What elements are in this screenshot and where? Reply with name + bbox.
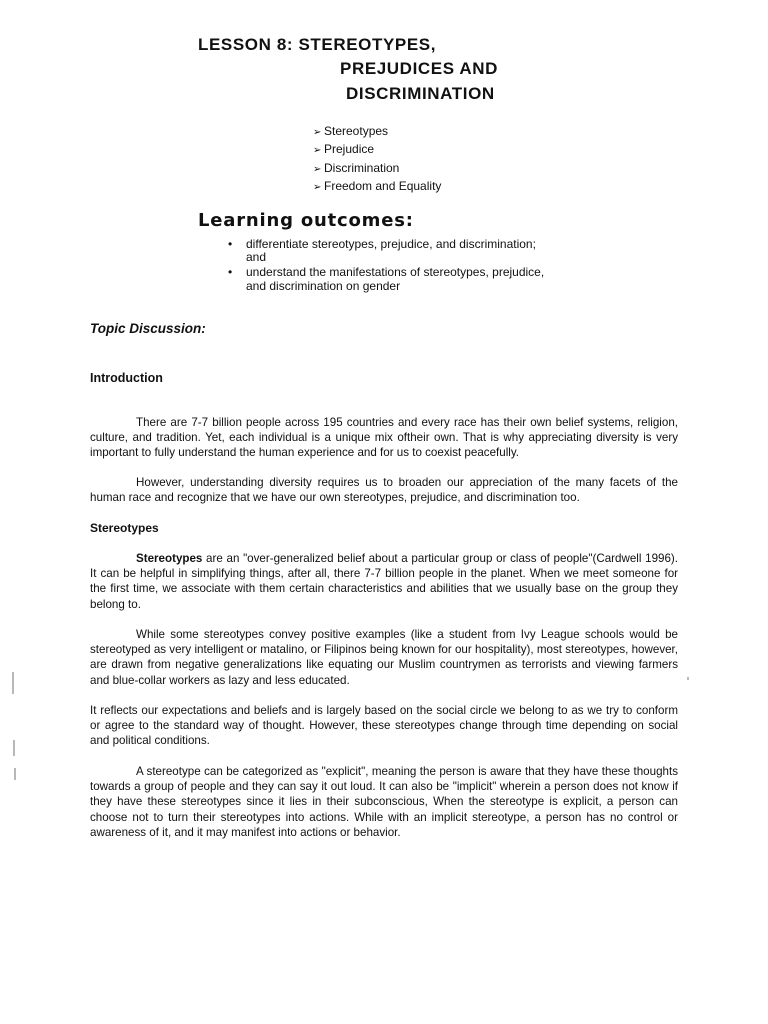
stereotypes-definition-text: are an "over-generalized belief about a particular group or class of people"(Cardwell 1996). It can be helpful in simplifying things, after all, there 7-7 billion people in the planet. When we meet someone for the first time, we associate with them certain characteristics and abilities that we usually base on the group they belong to. bbox=[90, 552, 678, 611]
scan-mark bbox=[13, 740, 15, 756]
stereotypes-definition-paragraph bbox=[90, 551, 678, 612]
arrow-bullet-icon: ➢ bbox=[313, 163, 322, 175]
introduction-paragraph: There are 7-7 billion people across 195 countries and every race has their own belief systems, religion, culture, and tradition. Yet, each individual is a unique mix oftheir own. That is why appreciating diversity is very important to fully understand the human experience and for us to coexist peacefully. bbox=[90, 416, 678, 460]
topic-discussion-heading: Topic Discussion: bbox=[90, 321, 206, 336]
topic-item bbox=[313, 160, 441, 178]
topic-list bbox=[313, 123, 441, 196]
topic-item bbox=[313, 123, 441, 141]
bullet-icon: • bbox=[228, 237, 233, 251]
outcome-item bbox=[228, 238, 548, 264]
topic-item bbox=[313, 141, 441, 159]
stereotypes-paragraph: While some stereotypes convey positive examples (like a student from Ivy League schools would be stereotyped as very intelligent or matalino, or Filipinos being known for our hospitality), most stereotypes, however, are drawn from negative generalizations like equating our Muslim countrymen as terrorists and viewing farmers and blue-collar workers as lazy and less educated. bbox=[90, 628, 678, 687]
stereotypes-term: Stereotypes bbox=[136, 552, 203, 565]
stereotypes-heading: Stereotypes bbox=[90, 521, 159, 535]
introduction-heading: Introduction bbox=[90, 371, 163, 385]
topic-label: Freedom and Equality bbox=[324, 178, 442, 193]
introduction-paragraph: However, understanding diversity requires us to broaden our appreciation of the many facets of the human race and recognize that we have our own stereotypes, prejudice, and discrimination too. bbox=[90, 476, 678, 505]
topic-label: Stereotypes bbox=[324, 124, 389, 138]
stereotypes-paragraph: A stereotype can be categorized as "explicit", meaning the person is aware that they have these thoughts towards a group of people and they can say it out loud. It can also be "implicit" wherein a person does not know if they have these stereotypes since it lies in their subconscious, When the stereotype is explicit, a person can choose not to turn their stereotypes into actions. While with an implicit stereotype, a person has no control or awareness of it, and it may manifest into actions or behavior. bbox=[90, 765, 678, 839]
arrow-bullet-icon: ➢ bbox=[313, 181, 322, 193]
outcome-item bbox=[228, 266, 548, 292]
scan-mark bbox=[12, 672, 14, 694]
topic-item bbox=[313, 178, 441, 196]
outcome-text: differentiate stereotypes, prejudice, and discrimination; and bbox=[246, 237, 536, 265]
topic-label: Prejudice bbox=[324, 142, 375, 157]
arrow-bullet-icon: ➢ bbox=[313, 145, 322, 157]
outcome-text: understand the manifestations of stereotypes, prejudice, and discrimination on gender bbox=[246, 265, 545, 293]
scan-mark bbox=[687, 677, 689, 680]
arrow-bullet-icon: ➢ bbox=[313, 127, 322, 138]
lesson-title-line-1: LESSON 8: STEREOTYPES, bbox=[198, 35, 437, 54]
scan-mark bbox=[14, 768, 16, 780]
learning-outcomes-list bbox=[228, 238, 548, 295]
stereotypes-paragraph: It reflects our expectations and beliefs and is largely based on the social circle we belong to as we try to conform or agree to the standard way of thought. However, these stereotypes change through time depending on social and political conditions. bbox=[90, 704, 678, 748]
bullet-icon: • bbox=[228, 265, 233, 280]
lesson-title-line-2: PREJUDICES AND bbox=[340, 59, 498, 78]
topic-label: Discrimination bbox=[324, 160, 400, 175]
learning-outcomes-heading: Learning outcomes: bbox=[198, 210, 414, 231]
lesson-title-line-3: DISCRIMINATION bbox=[346, 84, 495, 103]
